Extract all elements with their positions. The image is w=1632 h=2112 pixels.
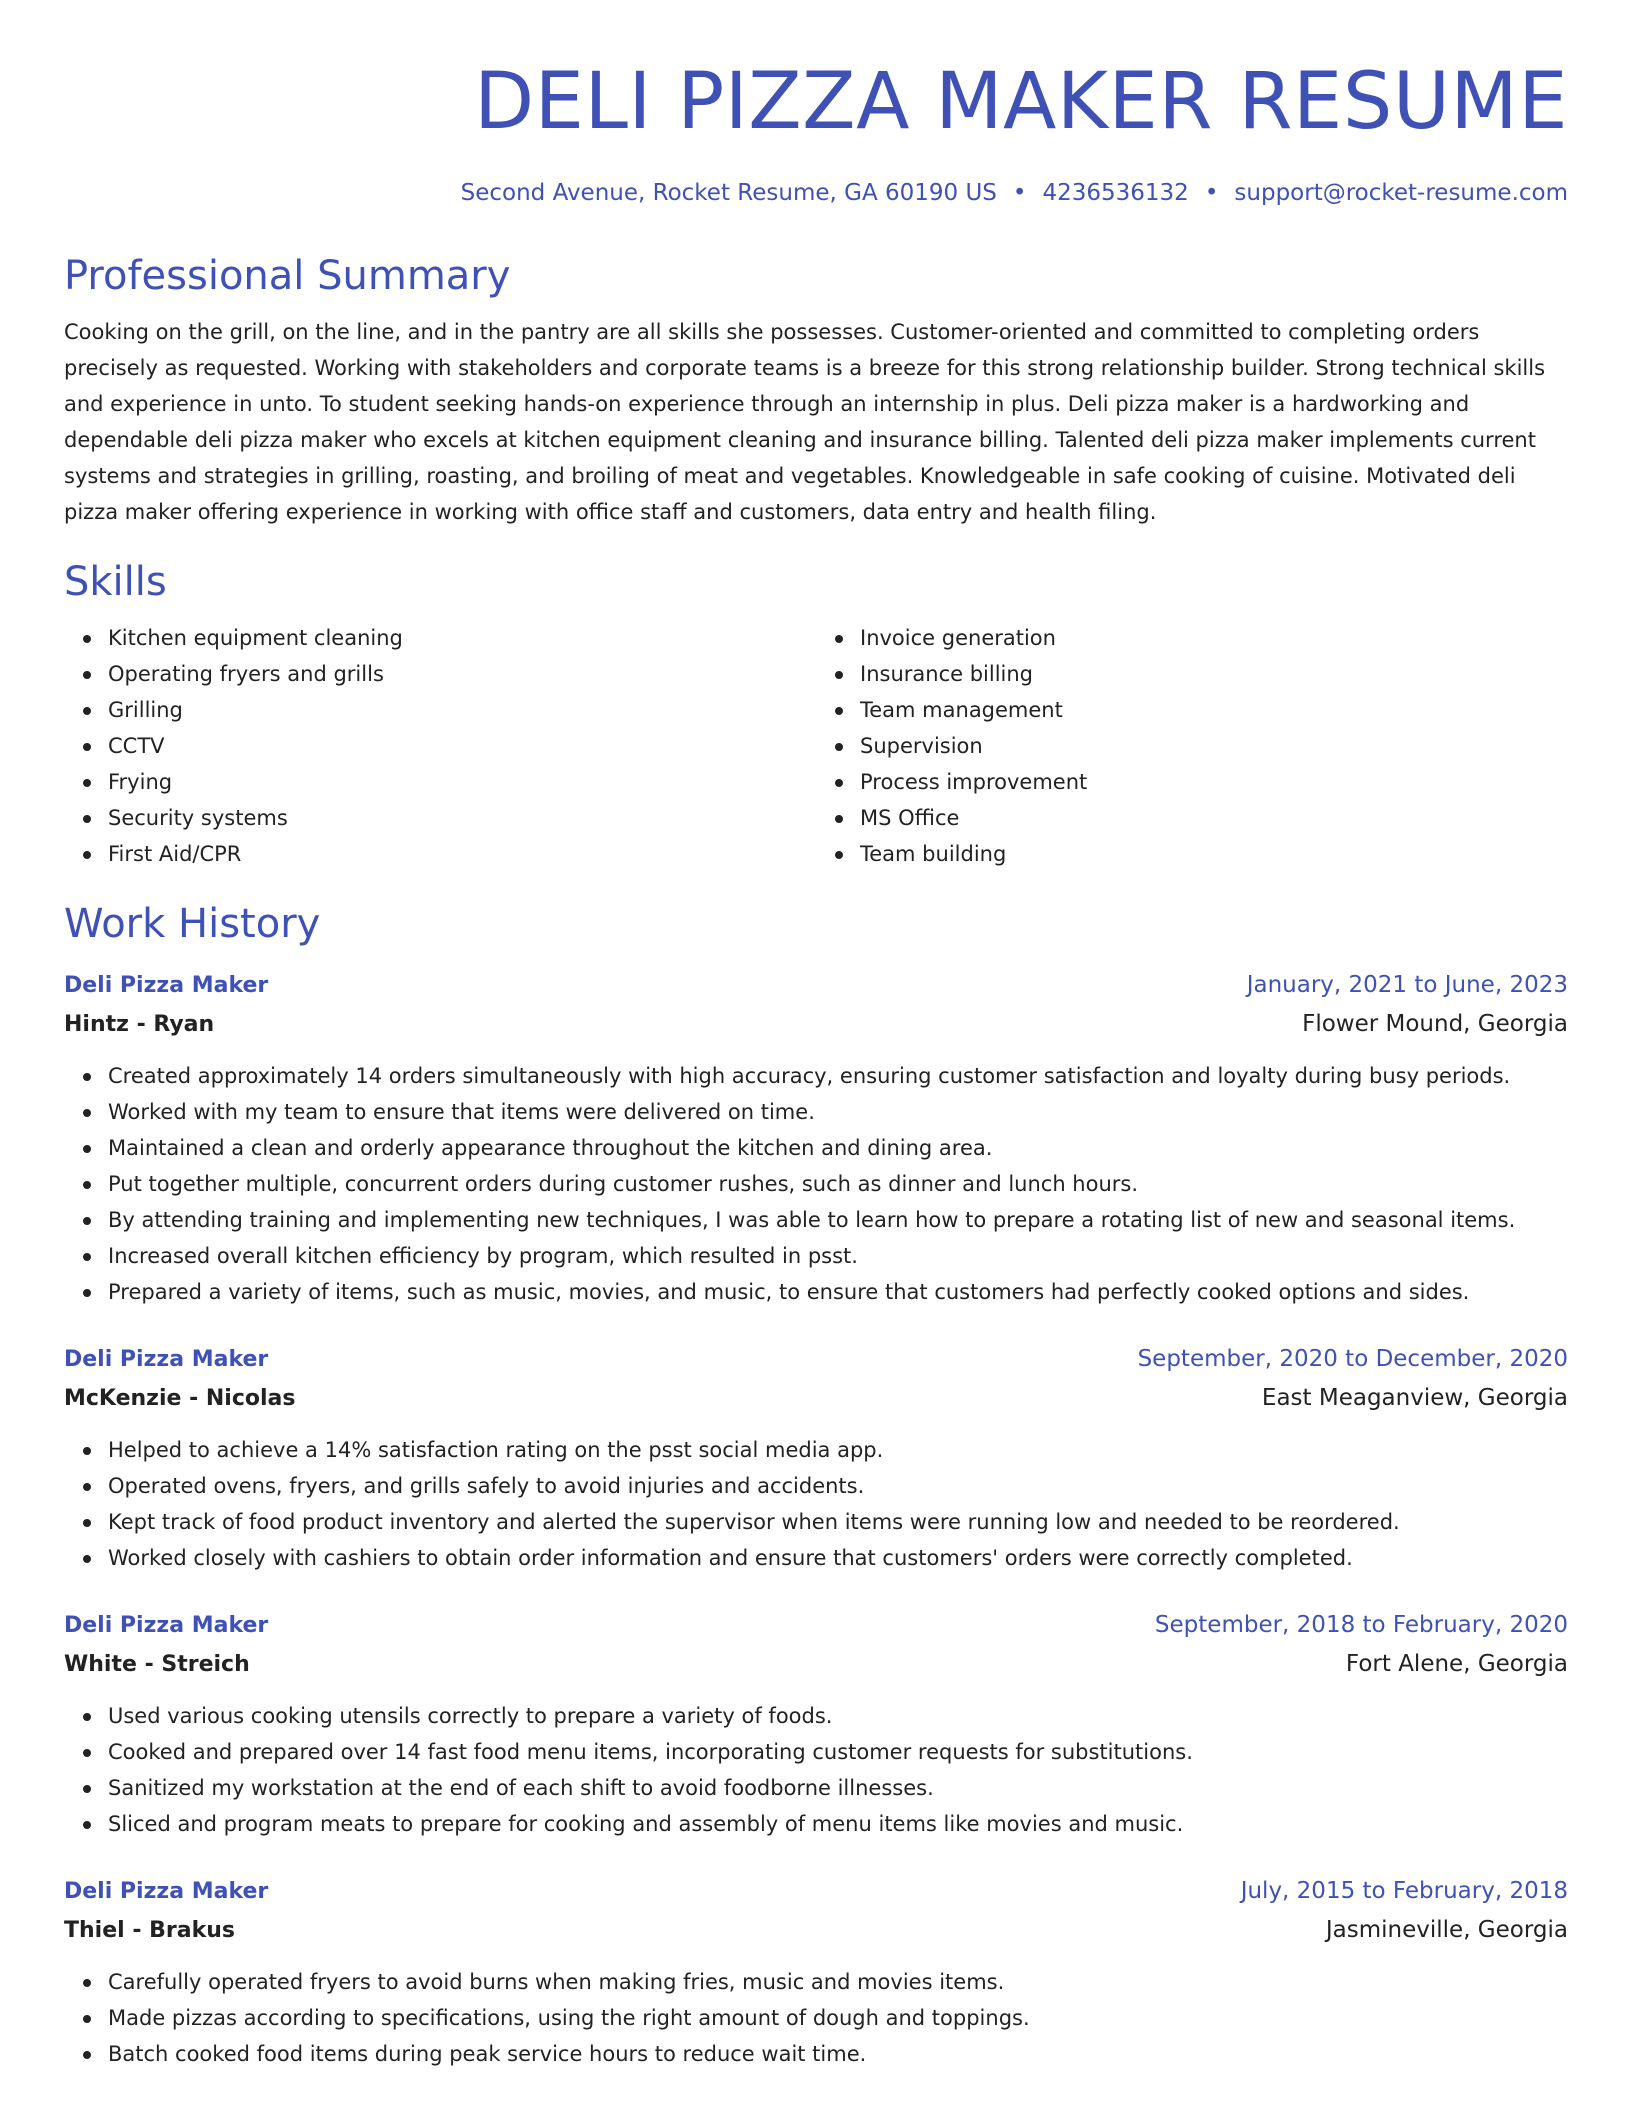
contact-address: Second Avenue, Rocket Resume, GA 60190 US [460, 180, 997, 206]
job-entry [64, 1340, 1568, 1576]
job-company-row [64, 1005, 1568, 1044]
skill-item: Operating fryers and grills [108, 656, 816, 692]
job-company-row [64, 1645, 1568, 1684]
job-header-row [64, 1340, 1568, 1379]
job-bullet: Made pizzas according to specifications, using the right amount of dough and toppings. [108, 2000, 1568, 2036]
job-bullet: Operated ovens, fryers, and grills safely to avoid injuries and accidents. [108, 1468, 1568, 1504]
job-company: Hintz - Ryan [64, 1012, 215, 1037]
job-bullet: Created approximately 14 orders simultaneously with high accuracy, ensuring customer satisfaction and loyalty during busy periods. [108, 1058, 1568, 1094]
job-bullet: Worked with my team to ensure that items were delivered on time. [108, 1094, 1568, 1130]
contact-separator: • [1204, 180, 1219, 206]
job-entry [64, 1606, 1568, 1842]
job-entry [64, 966, 1568, 1310]
job-bullet-list [64, 1058, 1568, 1310]
summary-text: Cooking on the grill, on the line, and in the pantry are all skills she possesses. Customer-oriented and committed to completing orders precisely as requested. Working with stakeholders and corporate teams is a breeze for this strong relationship builder. Strong technical skills and experience in unto. To student seeking hands-on experience through an internship in plus. Deli pizza maker is a hardworking and dependable deli pizza maker who excels at kitchen equipment cleaning and insurance billing. Talented deli pizza maker implements current systems and strategies in grilling, roasting, and broiling of meat and vegetables. Knowledgeable in safe cooking of cuisine. Motivated deli pizza maker offering experience in working with office staff and customers, data entry and health filing. [64, 320, 1546, 524]
skill-item: CCTV [108, 728, 816, 764]
skill-item: Frying [108, 764, 816, 800]
job-company: Thiel - Brakus [64, 1918, 235, 1943]
section-title-work-history: Work History [64, 901, 321, 947]
job-bullet: By attending training and implementing new techniques, I was able to learn how to prepare a rotating list of new and seasonal items. [108, 1202, 1568, 1238]
job-bullet: Put together multiple, concurrent orders during customer rushes, such as dinner and lunch hours. [108, 1166, 1568, 1202]
job-bullet-list [64, 1964, 1568, 2072]
job-bullet: Prepared a variety of items, such as music, movies, and music, to ensure that customers had perfectly cooked options and sides. [108, 1274, 1568, 1310]
job-bullet: Kept track of food product inventory and alerted the supervisor when items were running low and needed to be reordered. [108, 1504, 1568, 1540]
job-dates: September, 2020 to December, 2020 [1137, 1346, 1568, 1372]
skill-item: Grilling [108, 692, 816, 728]
work-history-list [64, 966, 1568, 2072]
skill-item: Security systems [108, 800, 816, 836]
job-location: East Meaganview, Georgia [1261, 1385, 1568, 1411]
job-company-row [64, 1911, 1568, 1950]
job-bullet: Cooked and prepared over 14 fast food menu items, incorporating customer requests for substitutions. [108, 1734, 1568, 1770]
skills-grid [64, 620, 1568, 872]
skill-item: Invoice generation [860, 620, 1568, 656]
job-bullet: Used various cooking utensils correctly to prepare a variety of foods. [108, 1698, 1568, 1734]
skill-item: Process improvement [860, 764, 1568, 800]
job-bullet-list [64, 1432, 1568, 1576]
skill-item: Insurance billing [860, 656, 1568, 692]
contact-line [64, 176, 1568, 210]
job-company-row [64, 1379, 1568, 1418]
job-bullet: Helped to achieve a 14% satisfaction rating on the psst social media app. [108, 1432, 1568, 1468]
job-title: Deli Pizza Maker [64, 1613, 269, 1638]
contact-email: support@rocket-resume.com [1234, 180, 1568, 206]
job-title: Deli Pizza Maker [64, 1879, 269, 1904]
job-location: Fort Alene, Georgia [1345, 1651, 1568, 1677]
skill-item: Team building [860, 836, 1568, 872]
job-title: Deli Pizza Maker [64, 1347, 269, 1372]
job-bullet: Maintained a clean and orderly appearance throughout the kitchen and dining area. [108, 1130, 1568, 1166]
job-bullet: Sanitized my workstation at the end of each shift to avoid foodborne illnesses. [108, 1770, 1568, 1806]
contact-separator: • [1012, 180, 1027, 206]
skill-item: First Aid/CPR [108, 836, 816, 872]
job-dates: July, 2015 to February, 2018 [1240, 1878, 1568, 1904]
resume-title: DELI PIZZA MAKER RESUME [474, 57, 1568, 147]
job-bullet: Carefully operated fryers to avoid burns when making fries, music and movies items. [108, 1964, 1568, 2000]
job-dates: January, 2021 to June, 2023 [1246, 972, 1568, 998]
skill-item: Supervision [860, 728, 1568, 764]
job-header-row [64, 1606, 1568, 1645]
contact-phone: 4236536132 [1042, 180, 1189, 206]
job-bullet: Sliced and program meats to prepare for cooking and assembly of menu items like movies and music. [108, 1806, 1568, 1842]
section-title-skills: Skills [64, 559, 167, 605]
job-title: Deli Pizza Maker [64, 973, 269, 998]
job-entry [64, 1872, 1568, 2072]
job-header-row [64, 966, 1568, 1005]
job-header-row [64, 1872, 1568, 1911]
job-location: Flower Mound, Georgia [1302, 1011, 1568, 1037]
skills-list-left [64, 620, 816, 872]
skill-item: MS Office [860, 800, 1568, 836]
skill-item: Kitchen equipment cleaning [108, 620, 816, 656]
job-bullet: Worked closely with cashiers to obtain order information and ensure that customers' orders were correctly completed. [108, 1540, 1568, 1576]
job-company: McKenzie - Nicolas [64, 1386, 296, 1411]
resume-page [64, 0, 1568, 2072]
job-dates: September, 2018 to February, 2020 [1154, 1612, 1568, 1638]
section-title-summary: Professional Summary [64, 253, 511, 299]
job-bullet: Increased overall kitchen efficiency by program, which resulted in psst. [108, 1238, 1568, 1274]
skills-list-right [816, 620, 1568, 872]
job-bullet-list [64, 1698, 1568, 1842]
job-location: Jasmineville, Georgia [1325, 1917, 1568, 1943]
job-bullet: Batch cooked food items during peak service hours to reduce wait time. [108, 2036, 1568, 2072]
job-company: White - Streich [64, 1652, 250, 1677]
skill-item: Team management [860, 692, 1568, 728]
